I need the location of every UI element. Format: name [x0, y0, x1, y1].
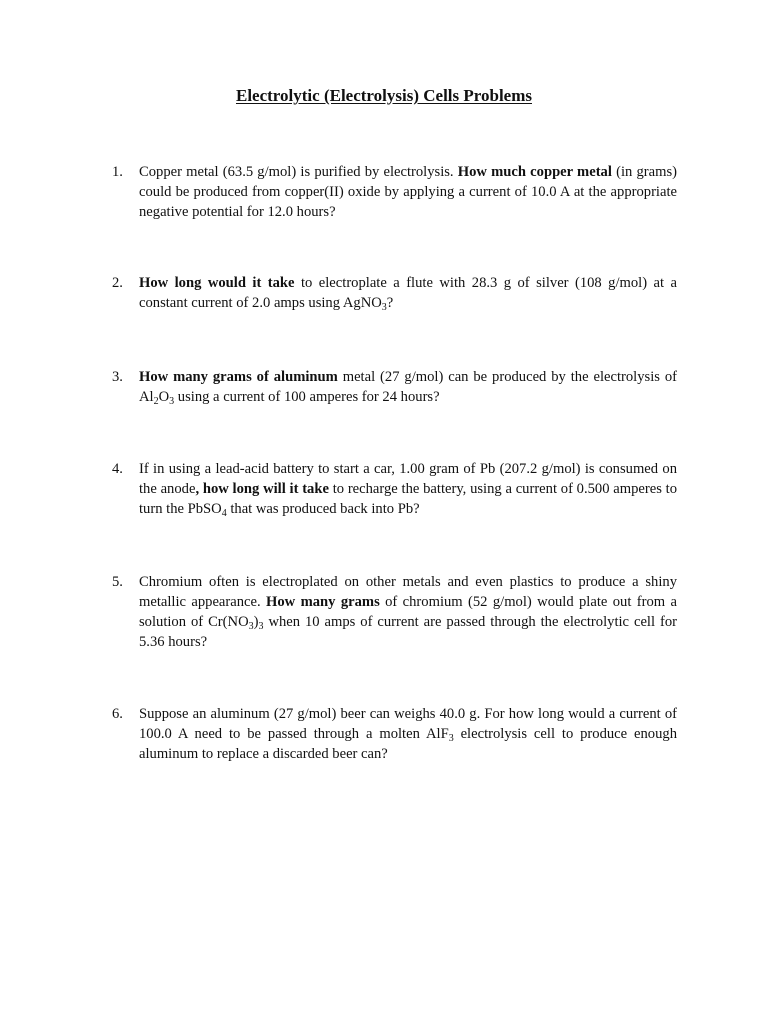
problem-text: Suppose an aluminum (27 g/mol) beer can weighs 40.0 g. For how long would a current of 100.0 A need to be passed through a molten AlF$_3$ electrolysis cell to produce enough aluminum to replace a discarded beer can?: [139, 706, 677, 762]
problem-text: Copper metal (63.5 g/mol) is purified by electrolysis. How much copper metal (in grams) could be produced from copper(II) oxide by applying a current of 10.0 A at the appropriate negative potential for 12.0 hours?: [139, 164, 677, 220]
subscript-text: 4: [221, 508, 227, 519]
problem-text: How long would it take to electroplate a flute with 28.3 g of silver (108 g/mol) at a constant current of 2.0 amps using AgNO$_3$?: [139, 275, 677, 313]
problem-text: How many grams of aluminum metal (27 g/mol) can be produced by the electrolysis of $Al_2O_3$ using a current of 100 amperes for 24 hours?: [139, 369, 678, 407]
problem-1: [112, 162, 677, 222]
emphasis-text: How long would it take: [139, 275, 295, 291]
problem-number: 6.: [112, 706, 123, 722]
problem-number: 3.: [112, 369, 123, 385]
problem-text: If in using a lead-acid battery to start a car, 1.00 gram of Pb (207.2 g/mol) is consumed on the anode, how long will it take to recharge the battery, using a current of 0.500 amperes to turn the PbSO$_4$ that was produced back into Pb?: [139, 461, 677, 519]
problem-number: 1.: [112, 164, 123, 180]
subscript-text: 3: [248, 621, 254, 632]
problem-2: [112, 273, 677, 313]
problem-number: 4.: [112, 461, 123, 477]
problem-4: [112, 459, 677, 519]
document-title: [0, 86, 768, 106]
emphasis-text: How many grams of aluminum: [139, 369, 338, 385]
subscript-text: 2: [153, 396, 159, 407]
subscript-text: 3: [448, 733, 454, 744]
problem-3: [112, 367, 677, 407]
subscript-text: 3: [258, 621, 264, 632]
problem-6: [112, 704, 677, 764]
problem-text: Chromium often is electroplated on other metals and even plastics to produce a shiny metallic appearance. How many grams of chromium (52 g/mol) would plate out from a solution of $Cr(NO_3)_3$ when 10 amps of current are passed through the electrolytic cell for 5.36 hours?: [139, 574, 678, 650]
problem-number: 5.: [112, 574, 123, 590]
problem-number: 2.: [112, 275, 123, 291]
document-title-text: Electrolytic (Electrolysis) Cells Problems: [235, 86, 532, 105]
subscript-text: 3: [381, 302, 387, 313]
subscript-text: 3: [169, 396, 175, 407]
problem-5: [112, 572, 677, 652]
emphasis-text: How much copper metal: [457, 164, 612, 180]
emphasis-text: , how long will it take: [195, 481, 329, 497]
emphasis-text: How many grams: [266, 594, 380, 610]
